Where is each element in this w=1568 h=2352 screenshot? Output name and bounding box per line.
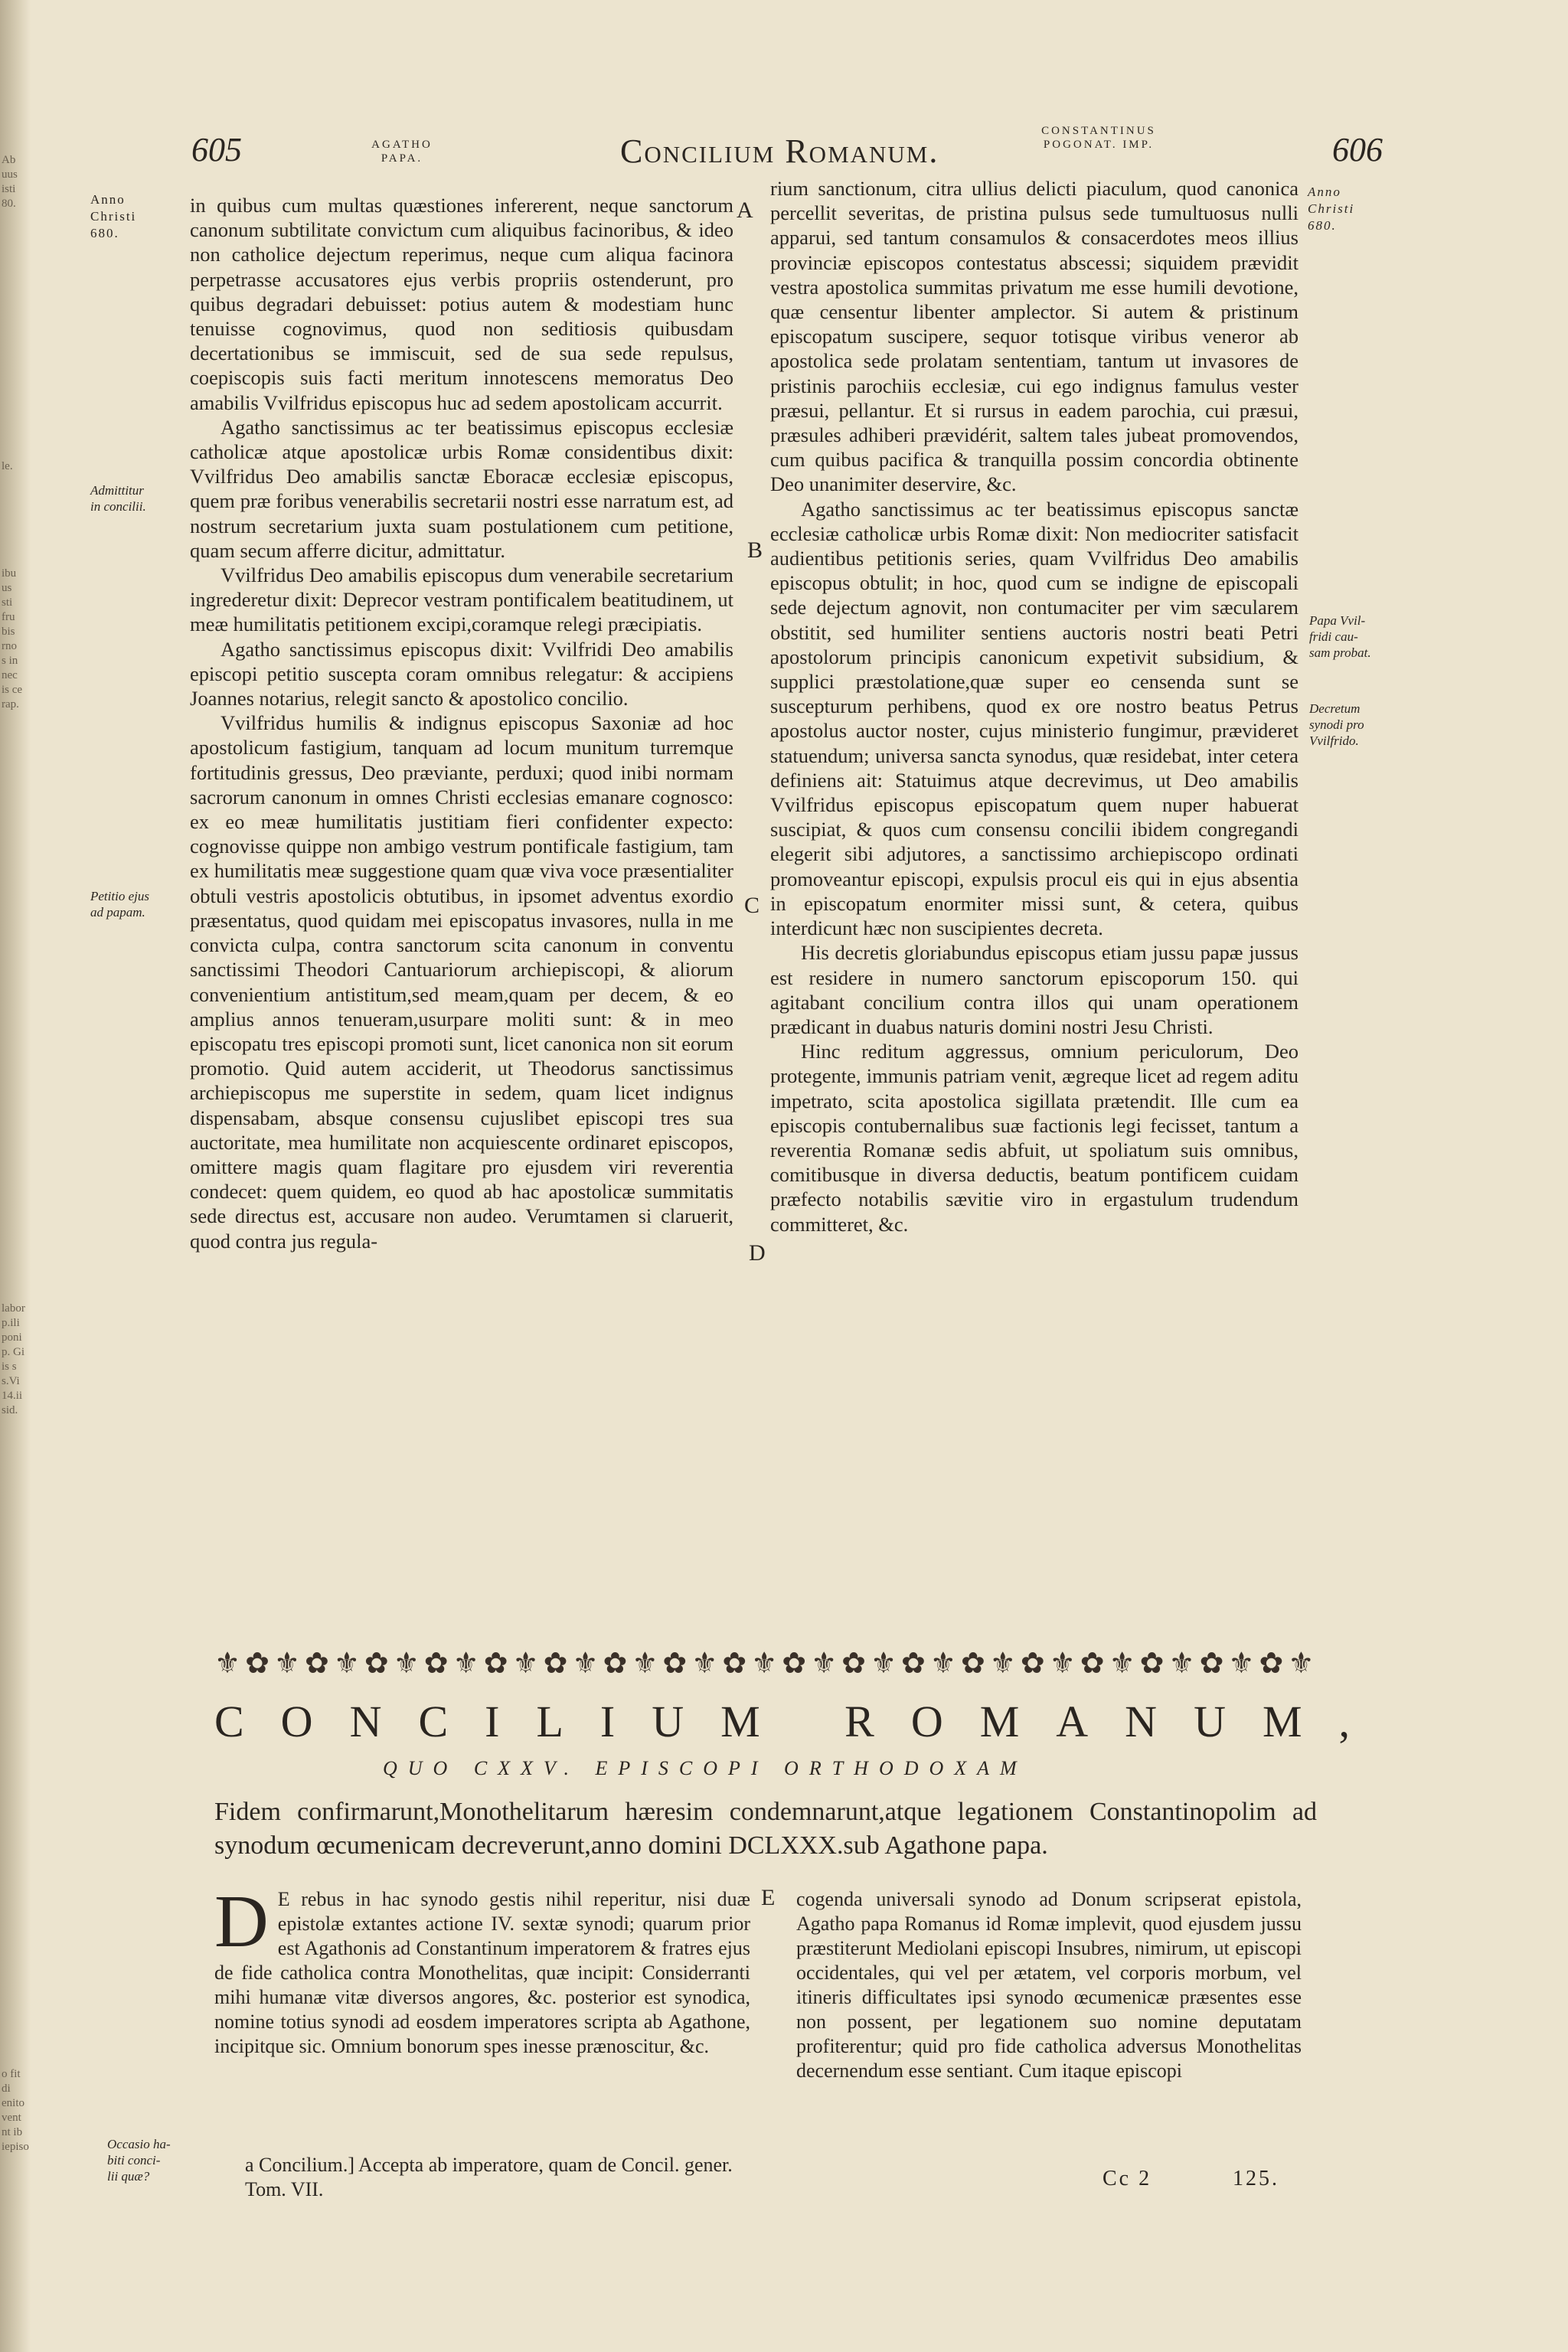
paragraph: Agatho sanctissimus episcopus dixit: Vvilfridi Deo amabilis episcopi petitio suscepta coram omnibus relegatur: & accipiens Joannes notarius, relegit sancto & apostolico concilio. bbox=[190, 637, 733, 710]
paragraph: Hinc reditum aggressus, omnium periculorum, Deo protegente, immunis patriam venit, ægreque licet ad regem aditu impetrato, scita apostolica sigillata prætendit. Ille cum ea episcopis contubernalibus suæ factionis legi fecisset, tantum a reverentia Romanæ sedis abfuit, ut spoliatum suis omnibus, comitibusque in diversa deductis, beatum pontificem cuidam præfecto notabilis sævitie viro in ergastulum trudendum committeret, &c. bbox=[770, 1040, 1298, 1236]
paragraph: rium sanctionum, citra ullius delicti piaculum, quod canonica percellit severitas, de pristina pulsus sede tumultuosus nulli apparui, sed tantum consamulos & consacerdotes meos illius provinciæ episcopos contestatus abscessi; siquidem prævidit vestra apostolica summitas privatum me esse humili devotione, quæ censentur libenter amplector. Si autem & pristinum episcopatum suscipere, sequor totisque viribus veneror ab apostolica sede prolatam sententiam, tantum ut invasores de pristinis parochiis ecclesiæ, cui ego indignus famulus vester præsui, pellantur. Et si rursus in eadem parochia, cui præsui, præsules adhiberi prævidérit, saltem tales jubeat promovendos, cum quibus pacifica & tranquilla possim concordia obtinente Deo unanimiter deservire, &c. bbox=[770, 177, 1298, 496]
edge-fragment: le. bbox=[2, 460, 13, 472]
section-lead: Fidem confirmarunt,Monothelitarum hæresim condemnarunt,atque legationem Constantinopolim ad synodum œcumenicam decreverunt,anno domini DCLXXX.sub Agathone papa. bbox=[214, 1798, 1317, 1860]
edge-fragment: o fit di enito vent nt ib iepiso bbox=[2, 2068, 29, 2153]
catchword: 125. bbox=[1233, 2167, 1279, 2190]
running-title: Concilium Romanum. bbox=[620, 132, 939, 170]
paragraph: E rebus in hac synodo gestis nihil reperitur, nisi duæ epistolæ extantes actione IV. sextæ synodi; quarum prior est Agathonis ad Constantinum imperatorem & fratres ejus de fide catholica contra Monothelitas, quæ incipit: Considerranti mihi humanæ vitæ diversos angores, &c. posterior est synodica, nomine totius synodi ad eosdem imperatores scripta ab Agathone, incipitque sic. Omnium bonorum spes inesse prænoscitur, &c. bbox=[214, 1888, 750, 2057]
section-mark-d: D bbox=[749, 1240, 766, 1266]
text-column-right bbox=[770, 176, 1298, 1236]
bottom-column-right bbox=[796, 1887, 1302, 2083]
running-head-right: CONSTANTINUS POGONAT. IMP. bbox=[1041, 125, 1156, 151]
ornamental-border: ⚜✿⚜✿⚜✿⚜✿⚜✿⚜✿⚜✿⚜✿⚜✿⚜✿⚜✿⚜✿⚜✿⚜✿⚜✿⚜✿⚜✿⚜✿⚜ bbox=[214, 1648, 1319, 1680]
page-number-right: 606 bbox=[1332, 131, 1383, 168]
footnote: a Concilium.] Accepta ab imperatore, quam de Concil. gener. Tom. VII. bbox=[245, 2154, 733, 2200]
section-title: CONCILIUM ROMANUM, bbox=[214, 1697, 1387, 1746]
running-head-left: AGATHO PAPA. bbox=[371, 139, 433, 165]
margin-note-occasio: Occasio ha- biti conci- lii quæ? bbox=[107, 2137, 171, 2184]
margin-note-admittitur: Admittitur in concilii. bbox=[90, 483, 146, 514]
binding-edge bbox=[0, 0, 31, 2352]
paragraph: Agatho sanctissimus ac ter beatissimus episcopus sanctæ ecclesiæ catholicæ urbis Romæ dixit: Non mediocriter satisfacit audientibus petitionis series, quam Vvilfridus Deo amabilis episcopus obtulit; in hoc, quod cum se indigne de episcopali sede dejectum agnovit, non contumaciter per vim sæcularem obstitit, sed humiliter sentiens auctoris nostri beati Petri apostolorum principis canonicum expetivit subsidium, & supplici præstolatione,quæ super eo censenda sunt se suscepturum perhibens, quod ex ore nostro beatus Petrus apostolus auctor noster, cujus ministerio fungimur, prævideret statuendum; universa sancta synodus, quæ residebat, inter cetera definiens ait: Statuimus atque decrevimus, ut Deo amabilis Vvilfridus episcopus episcopatum quem nuper habuerat suscipiat, & quos cum consensu concilii ibidem congregandi elegerit sibi adjutores, a sanctissimo archiepiscopo ordinati promoveantur episcopi, expulsis procul eis qui in ejus absentia in episcopatum enormiter missi sunt, & cetera, quibus interdicunt hæc non suscipientes decreta. bbox=[770, 497, 1298, 940]
paragraph: Vvilfridus humilis & indignus episcopus Saxoniæ ad hoc apostolicum fastigium, tanquam ad locum munitum turremque fortitudinis gressus, Deo præviante, perduxi; quod inibi normam sacrorum canonum in omnes Christi ecclesias emanare cognosco: ex eo meæ humilitatis justitiam fieri confidenter expecto: cognovisse quippe non ambigo vestrum pontificale fastigium, tam ex humilitatis meæ suggestione quam quæ viva voce præsentialiter obtuli vestris apostolicis obtutibus, in ipsomet adventus exordio præsentatus, quod quidam mei episcopatus invasores, nulla in me convicta culpa, contra sanctorum scita canonum in conventu sanctissimi Theodori Cantuariorum archiepiscopi, & aliorum convenientium antistitum,sed meam,quam per decem, & eo amplius annos tenueram,usurpare moliti sunt: & in meo episcopatu tres episcopi promoti sunt, licet canonica non sit eorum promotio. Quid autem acciderit, ut Theodorus sanctissimus archiepiscopus me superstite in sedem, quam licet indignus dispensabam, absque consensu cujuslibet episcopi tres sua auctoritate, mea humilitate non acquiescente ordinaret episcopos, omittere magis quam flagitare pro ejusdem viri reverentia condecet: quem quidem, eo quod ab hac apostolicæ summitatis sede directus est, accusare non audeo. Verumtamen si claruerit, quod contra jus regula- bbox=[190, 711, 733, 1253]
margin-note-decretum: Decretum synodi pro Vvilfrido. bbox=[1309, 701, 1364, 748]
running-header bbox=[92, 115, 1383, 176]
text-column-left bbox=[190, 193, 733, 1253]
margin-note-papa: Papa Vvil- fridi cau- sam probat. bbox=[1309, 613, 1371, 660]
paragraph: Vvilfridus Deo amabilis episcopus dum venerabile secretarium ingrederetur dixit: Deprecor vestram pontificalem beatitudinem, ut meæ humilitatis petitionem excipi,coramque relegi præcipiatis. bbox=[190, 564, 733, 636]
edge-fragment: Ab uus isti 80. bbox=[2, 154, 18, 210]
paragraph: His decretis gloriabundus episcopus etiam jussu papæ jussus est residere in numero sanctorum episcoporum 150. qui agitabant concilium contra illos qui unam operationem prædicant in duabus naturis domini nostri Jesu Christi. bbox=[770, 941, 1298, 1038]
margin-year-left: Anno Christi 680. bbox=[90, 192, 137, 240]
section-mark-b: B bbox=[747, 537, 763, 563]
paragraph: in quibus cum multas quæstiones infererent, neque sanctorum canonum subtilitate convictum cum aliquibus facinoribus, & ideo non catholice dejectum reperimus, neque cum aliqua facinora perpetrasse accusatores ejus verbis propriis ostenderunt, pro quibus degradari debuisset: potius autem & modestiam hunc tenuisse cognovimus, quod non seditiosis quibusdam decertationibus se immiscuit, sed de sua sede repulsus, coepiscopis suis facti meritum innotescens memoratus Deo amabilis Vvilfridus episcopus huc ad sedem apostolicam accurrit. bbox=[190, 194, 733, 414]
page-number-left: 605 bbox=[191, 131, 242, 168]
signature-mark: Cc 2 bbox=[1102, 2167, 1152, 2190]
bottom-column-left bbox=[214, 1880, 750, 2059]
section-mark-e: E bbox=[761, 1885, 776, 1910]
paragraph: cogenda universali synodo ad Donum scripserat epistola, Agatho papa Romanus id Romæ implevit, quod ejusdem jussu præstiterunt Mediolani episcopi Insubres, nimirum, ut episcopi occidentales, qui vel per ætatem, vel corporis morbum, vel itineris difficultates ipsi synodo œcumenicæ præsentes esse non possent, per legationem suo nomine deputatam profiterentur; quid pro fide catholica adversus Monothelitas decernendum esse sentiant. Cum itaque episcopi bbox=[796, 1888, 1302, 2082]
section-mark-c: C bbox=[744, 893, 760, 918]
margin-note-petitio: Petitio ejus ad papam. bbox=[90, 889, 149, 920]
section-mark-a: A bbox=[737, 198, 753, 223]
edge-fragment: ibu us sti fru bis rno s in nec is ce rap. bbox=[2, 567, 23, 710]
drop-capital: D bbox=[214, 1880, 269, 1963]
margin-year-right: Anno Christi 680. bbox=[1308, 185, 1355, 233]
edge-fragment: labor p.ili poni p. Gi is s s.Vi 14.ii sid. bbox=[2, 1302, 25, 1416]
section-subtitle: QUO CXXV. EPISCOPI ORTHODOXAM bbox=[383, 1757, 1027, 1779]
paragraph: Agatho sanctissimus ac ter beatissimus episcopus ecclesiæ catholicæ atque apostolicæ urbis Romæ considentibus dixit: Vvilfridus Deo amabilis sanctæ Eboracæ ecclesiæ episcopus, quem præ foribus venerabilis secretarii nostri esse narratum est, ad nostrum secretarium juxta suam postulationem cum petitione, quam secum afferre dicitur, admittatur. bbox=[190, 415, 733, 562]
